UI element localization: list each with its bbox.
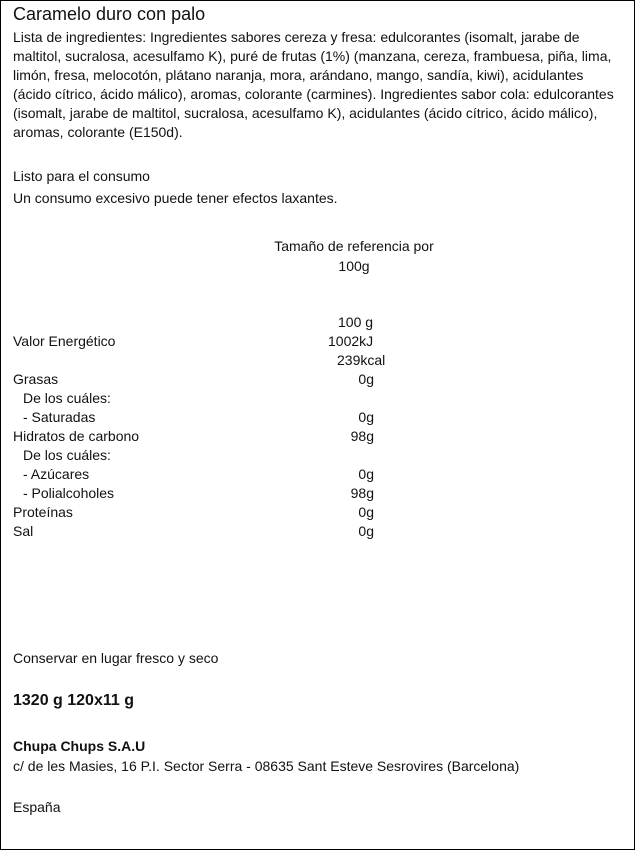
energy-kj <box>328 332 373 350</box>
nutrient-label: - Azúcares <box>23 466 90 482</box>
nutrient-value: 98g <box>350 485 374 501</box>
ready-to-eat-note: Listo para el consumo <box>13 168 150 184</box>
nutrient-label: - Polialcoholes <box>23 485 115 501</box>
nutrient-label: Proteínas <box>13 504 73 520</box>
energy-kj-unit: kJ <box>359 333 374 349</box>
reference-size-value: 100g <box>338 258 370 274</box>
nutrient-value: 0g <box>358 371 374 387</box>
package-size: 1320 g 120x11 g <box>13 692 134 709</box>
nutrient-label: Grasas <box>13 371 59 387</box>
company-address: c/ de les Masies, 16 P.I. Sector Serra - 08635 Sant Esteve Sesrovires (Barcelona) <box>13 758 520 774</box>
nutrient-label: - Saturadas <box>23 409 96 425</box>
product-title: Caramelo duro con palo <box>13 4 206 24</box>
nutrient-value: 0g <box>358 409 374 425</box>
nutrient-label: Hidratos de carbono <box>13 428 140 444</box>
company-country: España <box>13 799 61 815</box>
nutrient-value: 0g <box>358 466 374 482</box>
company-name: Chupa Chups S.A.U <box>13 738 146 754</box>
nutrient-label: De los cuáles: <box>23 447 111 463</box>
nutrient-label: Sal <box>13 523 34 539</box>
energy-kcal-unit: kcal <box>360 352 386 368</box>
laxative-warning: Un consumo excesivo puede tener efectos laxantes. <box>13 190 338 206</box>
storage-instructions: Conservar en lugar fresco y seco <box>13 650 219 666</box>
nutrient-label: De los cuáles: <box>23 390 111 406</box>
ingredients-list: Lista de ingredientes: Ingredientes sabores cereza y fresa: edulcorantes (isomalt, jarabe de maltitol, sucralosa, acesulfamo K), puré de frutas (1%) (manzana, cereza, frambuesa, piña, lima, limón, fresa, melocotón, plátano naranja, mora, arándano, mango, sandía, kiwi), acidulantes (ácido cítrico, ácido málico), aromas, colorante (carmines). Ingredientes sabor cola: edulcorantes (isomalt, jarabe de maltitol, sucralosa, acesulfamo K), acidulantes (ácido cítrico, ácido málico), aromas, colorante (E150d). <box>13 29 614 140</box>
reference-size-label: Tamaño de referencia por <box>274 238 434 254</box>
column-header: 100 g <box>338 314 374 330</box>
energy-kcal <box>337 351 385 369</box>
nutrient-value: 0g <box>358 504 374 520</box>
energy-kcal-value: 239 <box>337 352 361 368</box>
nutrient-value: 0g <box>358 523 374 539</box>
energy-kj-value: 1002 <box>328 333 360 349</box>
energy-label: Valor Energético <box>13 333 116 349</box>
nutrient-value: 98g <box>350 428 374 444</box>
